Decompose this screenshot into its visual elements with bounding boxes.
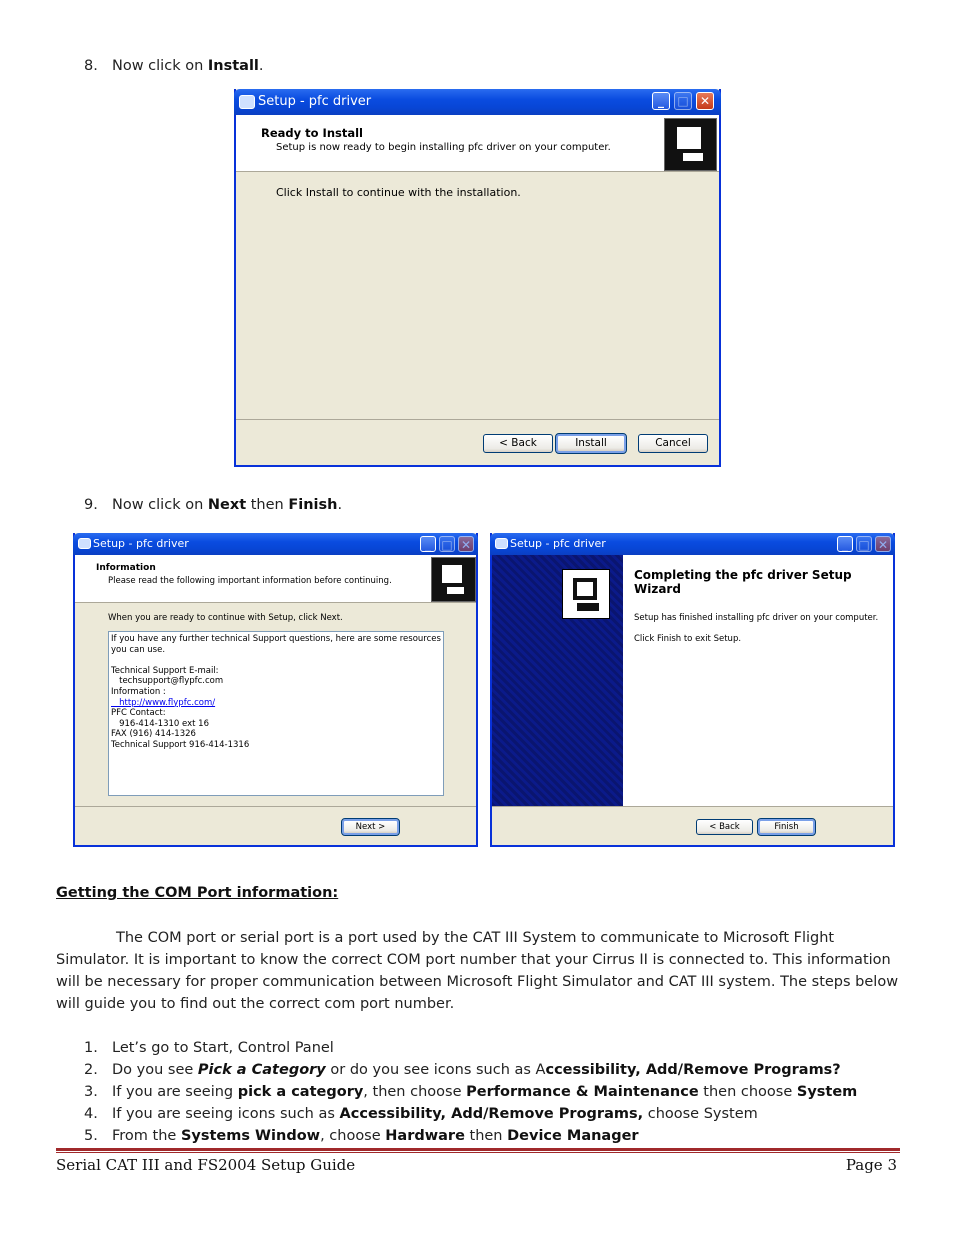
steps-list [84, 1038, 914, 1148]
next-button[interactable]: Next > [342, 819, 399, 835]
memo-line: PFC Contact: [111, 708, 166, 719]
install-button[interactable]: Install [556, 434, 626, 453]
window-title: Setup - pfc driver [258, 94, 372, 109]
list-text: pick a category [237, 1084, 364, 1100]
list-item [84, 1060, 914, 1082]
header-title: Information [96, 563, 156, 573]
list-text: , choose [320, 1128, 386, 1144]
finish-button[interactable]: Finish [758, 819, 815, 835]
close-button[interactable]: ✕ [696, 92, 714, 110]
computer-icon [562, 569, 610, 619]
minimize-button[interactable]: _ [652, 92, 670, 110]
memo-line: 916-414-1310 ext 16 [111, 718, 209, 729]
footer-rule [56, 1152, 900, 1153]
header-subtitle: Setup is now ready to begin installing pfc driver on your computer. [276, 142, 611, 153]
setup-window-install [234, 89, 721, 467]
website-link[interactable]: http://www.flypfc.com/ [111, 697, 216, 708]
finish-text: Setup has finished installing pfc driver on your computer. [634, 613, 879, 623]
back-button[interactable]: < Back [696, 819, 753, 835]
list-text: choose System [643, 1106, 758, 1122]
step-9: 9. Now click on Next then Finish. [84, 497, 343, 513]
section-paragraph: The COM port or serial port is a port used by the CAT III System to communicate to Microsoft Flight Simulator. It is important to know the correct COM port number that your Cirrus II is connected to. This information will be necessary for proper communication between Microsoft Flight Simulator and CAT III system. The steps below will guide you to find out the correct com port number. [56, 930, 899, 1012]
list-item [84, 1038, 914, 1060]
wizard-body-text: Click Install to continue with the installation. [276, 186, 521, 199]
section-heading: Getting the COM Port information: [56, 885, 339, 901]
wizard-intro-text: When you are ready to continue with Setup, click Next. [108, 613, 343, 623]
footer-divider [236, 419, 719, 420]
footer-divider [75, 806, 476, 807]
setup-window-finish [490, 533, 895, 847]
memo-line: FAX (916) 414-1326 [111, 729, 196, 740]
memo-line: Information : [111, 686, 166, 697]
close-button: ✕ [875, 536, 891, 552]
information-memo[interactable] [108, 631, 444, 796]
list-number: 3. [84, 1084, 98, 1100]
finish-heading: Completing the pfc driver Setup Wizard [634, 568, 852, 596]
memo-line: If you have any further technical Support questions, here are some resources you can use. [111, 634, 441, 655]
list-number: 4. [84, 1106, 98, 1122]
memo-line: Technical Support E-mail: [111, 665, 219, 676]
list-text: Accessibility, Add/Remove Programs, [339, 1106, 644, 1122]
list-text: then choose [698, 1084, 797, 1100]
list-number: 1. [84, 1040, 98, 1056]
setup-app-icon [78, 538, 91, 549]
window-title: Setup - pfc driver [510, 537, 606, 550]
footer-title: Serial CAT III and FS2004 Setup Guide [56, 1156, 356, 1174]
list-text: If you are seeing icons such as [112, 1106, 340, 1122]
list-text: ccessibility, Add/Remove Programs? [545, 1062, 841, 1078]
maximize-button: □ [674, 92, 692, 110]
window-title: Setup - pfc driver [93, 537, 189, 550]
close-button: ✕ [458, 536, 474, 552]
step-8: 8. Now click on Install. [84, 58, 264, 74]
cancel-button[interactable]: Cancel [638, 434, 708, 453]
list-item [84, 1104, 914, 1126]
memo-line: Technical Support 916-414-1316 [111, 739, 250, 750]
header-title: Ready to Install [261, 126, 364, 140]
title-bar [490, 533, 895, 555]
minimize-button[interactable]: _ [420, 536, 436, 552]
page-number: Page 3 [845, 1156, 897, 1174]
maximize-button: □ [856, 536, 872, 552]
list-text: Performance & Maintenance [466, 1084, 699, 1100]
wizard-side-banner [492, 555, 623, 806]
back-button[interactable]: < Back [483, 434, 553, 453]
memo-line [111, 655, 441, 666]
list-text: Systems Window [180, 1128, 321, 1144]
list-text: Device Manager [507, 1128, 639, 1144]
list-text: Do you see [112, 1062, 198, 1078]
title-bar [73, 533, 478, 555]
list-text: or do you see icons such as A [325, 1062, 546, 1078]
title-bar [234, 89, 721, 115]
finish-text: Click Finish to exit Setup. [634, 634, 742, 644]
computer-icon [664, 118, 717, 171]
wizard-header [236, 115, 719, 172]
list-item [84, 1082, 914, 1104]
setup-app-icon [495, 538, 508, 549]
list-number: 5. [84, 1128, 98, 1144]
list-number: 2. [84, 1062, 98, 1078]
list-text: If you are seeing [112, 1084, 238, 1100]
list-text: , then choose [363, 1084, 467, 1100]
wizard-header [75, 555, 476, 603]
setup-app-icon [239, 95, 255, 109]
header-subtitle: Please read the following important information before continuing. [108, 576, 392, 586]
list-text: Pick a Category [197, 1062, 326, 1078]
list-text: then [464, 1128, 508, 1144]
setup-window-information [73, 533, 478, 847]
list-text: System [796, 1084, 858, 1100]
list-text: From the [112, 1128, 181, 1144]
computer-icon [431, 557, 476, 602]
footer-rule [56, 1148, 900, 1151]
minimize-button[interactable]: _ [837, 536, 853, 552]
maximize-button: □ [439, 536, 455, 552]
memo-line: techsupport@flypfc.com [111, 676, 224, 687]
list-text: Hardware [385, 1128, 465, 1144]
list-item [84, 1126, 914, 1148]
list-text: Let’s go to Start, Control Panel [112, 1040, 334, 1056]
footer-divider [492, 806, 893, 807]
